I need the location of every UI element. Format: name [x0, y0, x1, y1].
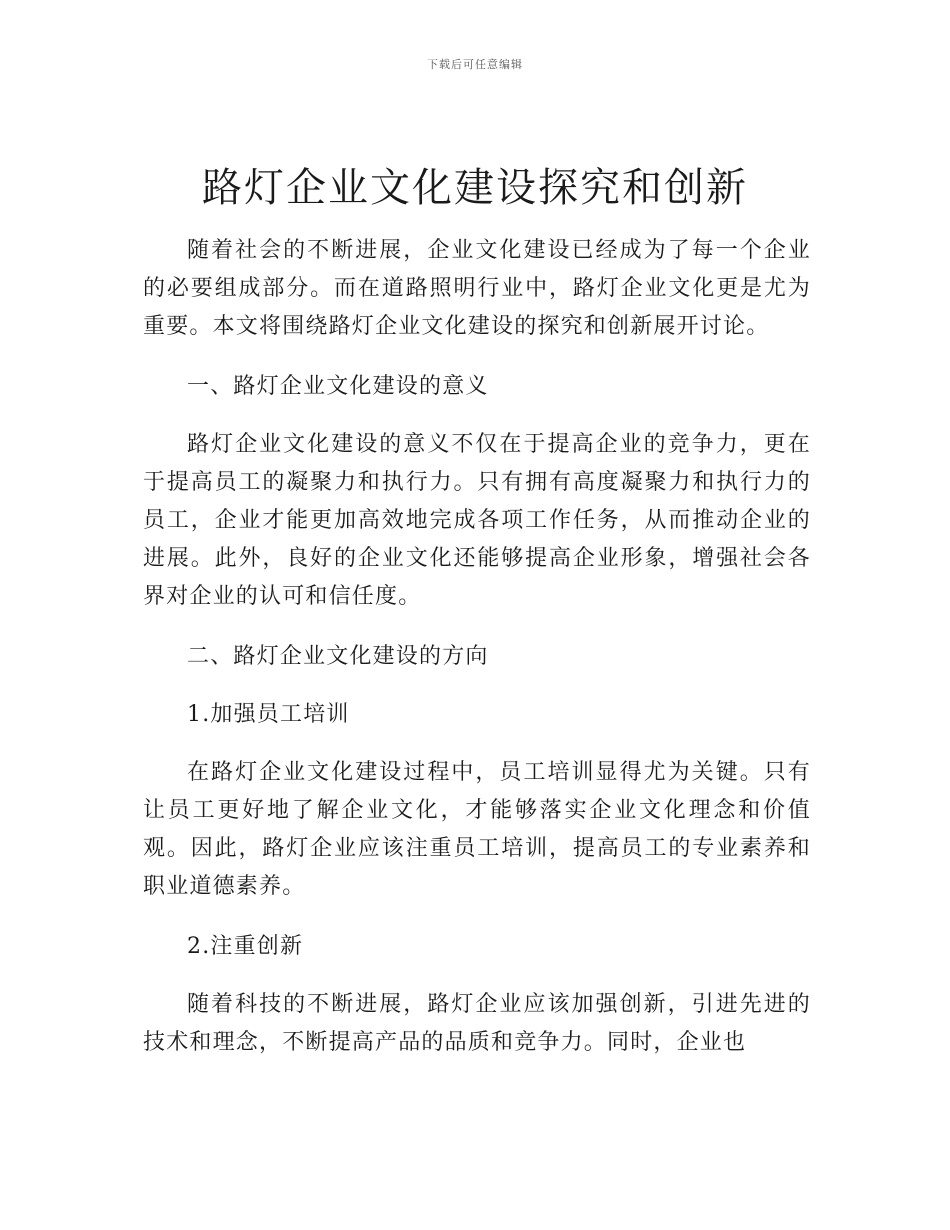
subheading-innovation: 2.注重创新 [187, 934, 304, 959]
subheading-staff-training: 1.加强员工培训 [187, 702, 350, 727]
significance-paragraph: 路灯企业文化建设的意义不仅在于提高企业的竞争力，更在于提高员工的凝聚力和执行力。只有拥有高度凝聚力和执行力的员工，企业才能更加高效地完成各项工作任务，从而推动企业的进展。此外，良好的企业文化还能够提高企业形象，增强社会各界对企业的认可和信任度。 [143, 432, 811, 609]
intro-paragraph: 随着社会的不断进展，企业文化建设已经成为了每一个企业的必要组成部分。而在道路照明行业中，路灯企业文化更是尤为重要。本文将围绕路灯企业文化建设的探究和创新展开讨论。 [143, 238, 811, 339]
page-header-note: 下载后可任意编辑 [427, 58, 523, 71]
staff-training-paragraph: 在路灯企业文化建设过程中，员工培训显得尤为关键。只有让员工更好地了解企业文化，才能够落实企业文化理念和价值观。因此，路灯企业应该注重员工培训，提高员工的专业素养和职业道德素养。 [143, 760, 811, 899]
innovation-paragraph: 随着科技的不断进展，路灯企业应该加强创新，引进先进的技术和理念，不断提高产品的品质和竞争力。同时，企业也 [143, 992, 811, 1055]
section-heading-significance: 一、路灯企业文化建设的意义 [187, 374, 489, 399]
document-body [143, 232, 811, 1084]
document-title: 路灯企业文化建设探究和创新 [202, 165, 748, 211]
section-heading-direction: 二、路灯企业文化建设的方向 [187, 644, 489, 669]
